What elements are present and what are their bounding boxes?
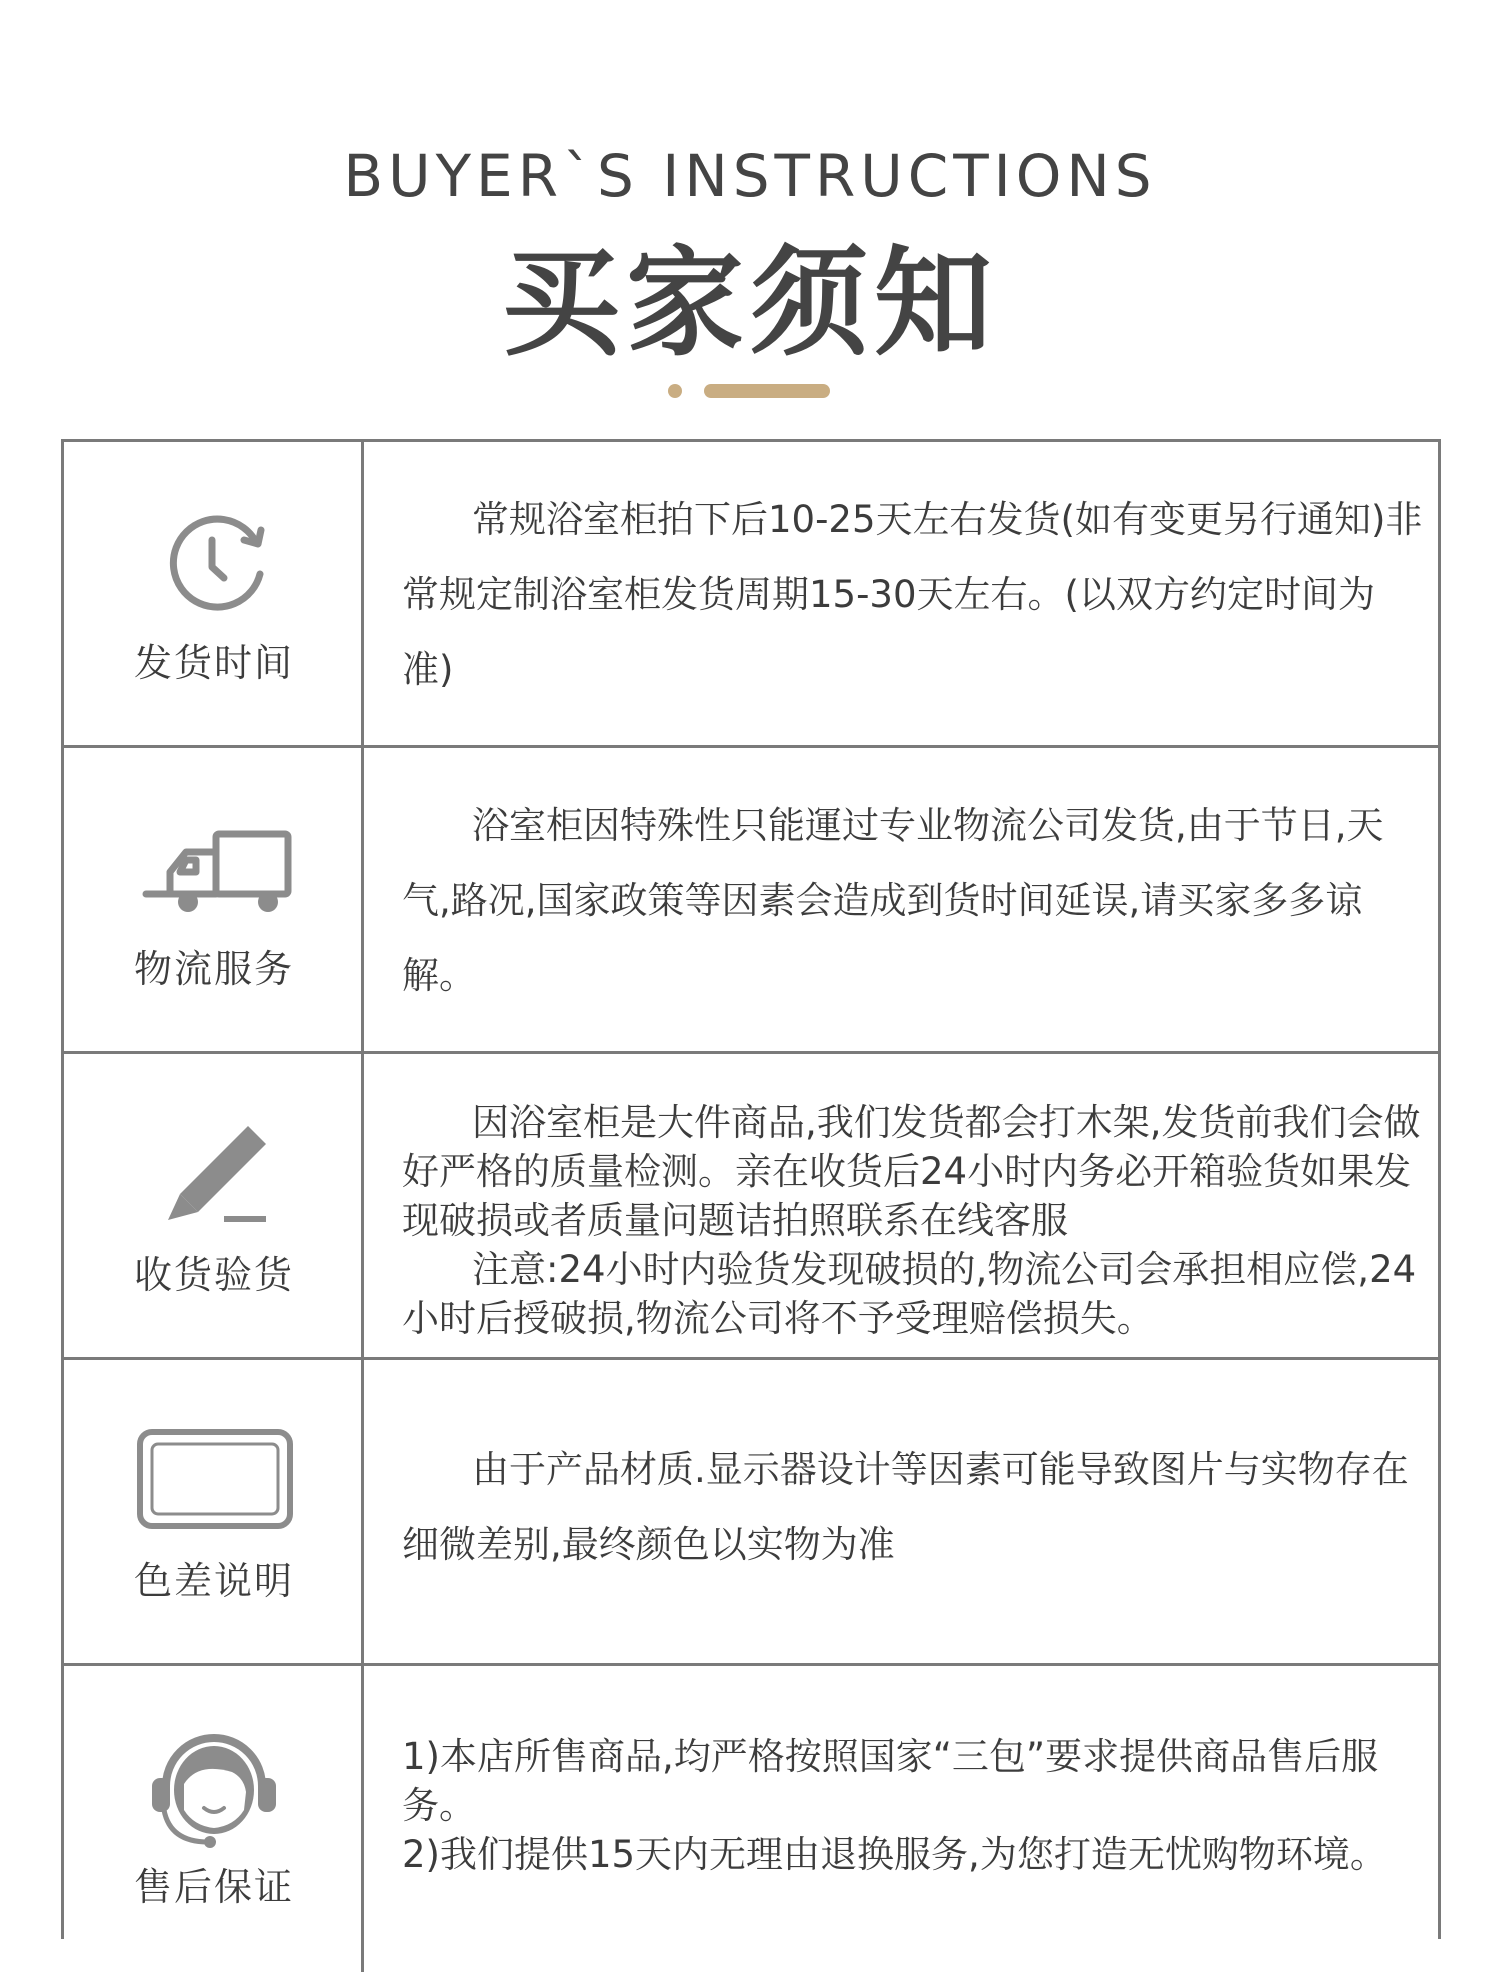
page-header — [0, 0, 1500, 420]
page-title-en: BUYER`S INSTRUCTIONS — [343, 142, 1157, 210]
table-row-color-difference — [64, 1360, 1438, 1666]
row-label: 售后保证 — [133, 1865, 294, 1909]
page-title: 买家须知 — [501, 234, 998, 372]
row-paragraph: 因浴室柜是大件商品,我们发货都会打木架,发货前我们会做好严格的质量检测。亲在收货后24小时内务必开箱验货如果发现破损或者质量问题诘拍照联系在线客服 — [402, 1101, 1421, 1242]
table-row-logistics — [64, 748, 1438, 1054]
table-row-inspection — [64, 1054, 1438, 1360]
title-divider-dot — [668, 384, 682, 398]
row-label-cell — [64, 1054, 364, 1357]
row-content — [364, 1054, 1438, 1357]
customer-service-icon — [124, 1722, 304, 1852]
title-divider-bar — [704, 384, 830, 398]
row-content — [364, 442, 1438, 745]
row-content — [364, 1360, 1438, 1663]
pencil-icon — [124, 1110, 304, 1240]
row-paragraph: 常规浴室柜拍下后10-25天左右发货(如有变更另行通知)非常规定制浴室柜发货周期15-30天左右。(以双方约定时间为准) — [402, 498, 1423, 691]
row-label-cell — [64, 748, 364, 1051]
row-label: 物流服务 — [133, 947, 294, 991]
table-row-shipping-time — [64, 442, 1438, 748]
row-label: 色差说明 — [133, 1559, 294, 1603]
row-label: 收货验货 — [133, 1253, 294, 1297]
monitor-icon — [124, 1416, 304, 1546]
clock-icon — [124, 498, 304, 628]
instructions-table — [61, 439, 1441, 1939]
row-label-cell — [64, 1360, 364, 1663]
row-paragraph: 2)我们提供15天内无理由退换服务,为您打造无忧购物环境。 — [402, 1833, 1387, 1876]
row-label-cell — [64, 442, 364, 745]
row-paragraph: 1)本店所售商品,均严格按照国家“三包”要求提供商品售后服务。 — [402, 1735, 1379, 1827]
row-paragraph: 由于产品材质.显示器设计等因素可能导致图片与实物存在细微差别,最终颜色以实物为准 — [402, 1448, 1409, 1566]
row-paragraph: 注意:24小时内验货发现破损的,物流公司会承担相应偿,24小时后授破损,物流公司将不予受理赔偿损失。 — [402, 1248, 1417, 1340]
row-label: 发货时间 — [133, 641, 294, 685]
row-label-cell — [64, 1666, 364, 1972]
row-content — [364, 1666, 1438, 1972]
row-content — [364, 748, 1438, 1051]
table-row-after-sales — [64, 1666, 1438, 1972]
row-paragraph: 浴室柜因特殊性只能運过专业物流公司发货,由于节日,天气,路况,国家政策等因素会造成到货时间延误,请买家多多谅解。 — [402, 804, 1384, 997]
truck-icon — [124, 804, 304, 934]
